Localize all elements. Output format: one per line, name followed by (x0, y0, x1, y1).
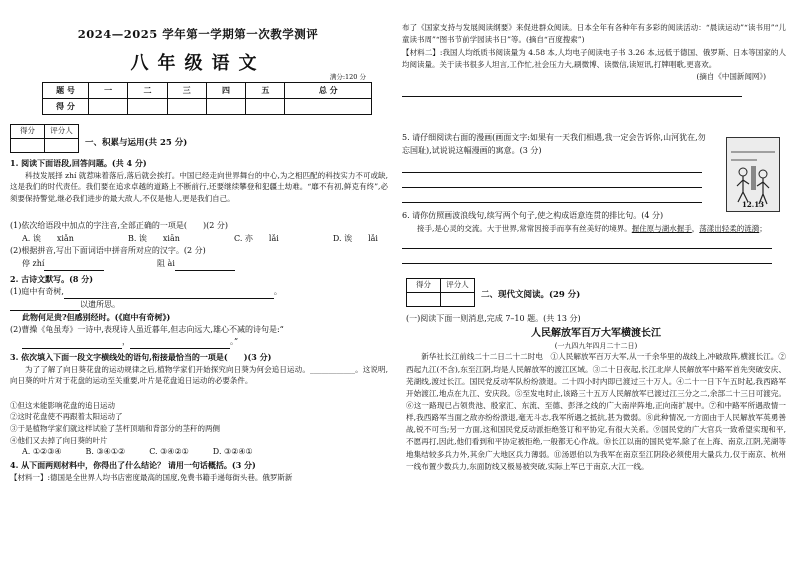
q2-line-2 (10, 299, 388, 312)
news-date: (一九四九年四月二十二日) (554, 342, 638, 351)
q2-line-5 (10, 336, 388, 349)
table-cell: 四 (206, 83, 245, 99)
full-mark: 满分:120 分 (329, 73, 366, 81)
table-cell: 总 分 (285, 83, 372, 99)
q3-title: 3. 依次填入下面一段文字横线处的语句,衔接最恰当的一项是( )(3 分) (10, 351, 272, 362)
answer-blank[interactable] (44, 262, 104, 271)
news-body: 新华社长江前线二十二日二十二时电 ①人民解放军百万大军,从一千余华里的战线上,冲破敌阵,横渡长江。②西起九江(不含),东至江阴,均是人民解放军的渡江区域。③二十日夜起,长江北岸人民解放军中路军首先突破安庆、芜湖线,渡过长江。国民党反动军队纷纷溃退。二十四小时内即已渡过三十万人。④二十一日下午五时起,我西路军开始渡江,地点在九江、安庆段。⑤至发电时止,该路三十五万人民解放军已渡过江三分之二,余部二十三日可渡完。⑥这一路现已占领贵池、殷家汇、东流、至德、彭泽之线的广大南岸阵地,正向南扩展中。⑦和中路军所遇敌情一样,我西路军当面之敌亦纷纷溃退,毫无斗志,我军所遇之抵抗,甚为微弱。⑧此种情况,一方面由于人民解放军英勇善战,锐不可当;另一方面,这和国民党反动派拒绝签订和平协定,有很大关系。⑨国民党的广大官兵一致希望实现和平,不愿再打,因此,他们看到和平协定被拒绝,一般都无心作战。⑩长江以南的国民党军,除了在上海、南京,江阴,芜湖等地集结较多兵力外,其余广大地区兵力薄弱。⑪汤恩伯以为我军在南京至江阴段必须使用大量兵力,仅于南京、杭州一线布置少数兵力,东面防线又极易被突破,实际上军已于南京,大江一线。 (406, 352, 786, 471)
answer-line[interactable] (402, 234, 772, 249)
q2-line-4: (2)曹操《龟虽寿》一诗中,表现诗人虽近暮年,但志向远大,雄心不减的诗句是:“ (10, 325, 284, 335)
reviewer-box (10, 124, 79, 153)
option-a[interactable]: A. 诶 xiǎn (22, 233, 74, 243)
answer-line[interactable] (402, 158, 702, 173)
score-input-cell[interactable] (206, 99, 245, 115)
q5-title: 5. 请仔细阅读右面的漫画(画面文字:如果有一天我们相遇,我一定会告诉你,山河犹在,勿忘国耻),试说说这幅漫画的寓意。(3 分) (402, 133, 706, 155)
q2-title: 2. 古诗文默写。(8 分) (10, 273, 94, 284)
score-input-cell[interactable] (128, 99, 167, 115)
answer-blank[interactable] (10, 302, 80, 311)
reviewer-score-label: 得分 (407, 279, 441, 293)
q2-punct: 。” (230, 337, 239, 347)
q4-material-2: 【材料二】:我国人均纸质书阅读量为 4.58 本,人均电子阅读电子书 3.26 本,远低于德国、俄罗斯、日本等国家的人均阅读量。关于读书很多人坦言,工作忙,社会压力大,刷微博、读微信,读短讯,打牌唱歌,更喜欢。 (402, 48, 786, 69)
q3-item-1: ①但这未能影响花盘的追日运动 (10, 400, 115, 410)
q6-punct: ； (759, 223, 767, 233)
reviewer-name-cell[interactable] (45, 139, 79, 153)
score-table-score-row (43, 99, 372, 115)
q1-1-question: (1)依次给语段中加点的字注音,全部正确的一项是( )(2 分) (10, 220, 228, 230)
option-d[interactable]: D. 诶 lǎi (332, 233, 378, 243)
reviewer-score-cell[interactable] (11, 139, 45, 153)
score-input-cell[interactable] (246, 99, 285, 115)
q6-title: 6. 请你仿照画波浪线句,续写两个句子,使之构成语意连贯的排比句。(4 分) (402, 211, 664, 220)
q2-punct: ， (122, 337, 130, 347)
answer-line[interactable] (402, 173, 702, 188)
q6-text: 接手,是心灵的交流。大于世界,常常因接手而享有丝美好的境界。 (417, 223, 632, 233)
table-cell: 一 (89, 83, 128, 99)
q4-continued (402, 22, 786, 97)
reviewer-box (406, 278, 475, 307)
q1-2-items (10, 258, 388, 271)
answer-blank[interactable] (22, 340, 122, 349)
q3-item-3: ③于是植物学家们就这样试验了茎杆顶端和背部分的茎秆的两侧 (10, 424, 220, 434)
score-table-header-row (43, 83, 372, 99)
reviewer-score-cell[interactable] (407, 293, 441, 307)
pinyin-item-2: 阻 ài (157, 259, 175, 269)
reviewer-label: 评分人 (441, 279, 475, 293)
q1-passage: 科技发展择 zhí 就惹味着落后,落后就会挨打。中国已经走向世界舞台的中心,为之相匹配的科技实力不可或缺,这是我们的时代责任。我们要在追求卓越的道路上不断前行,还要继续攀登和犯疆土劫难。“靡不有初,鲜克有终”,必须要保持警觉,继必我们进步的最大敌人,不仅是他人,更是我们自己。 (10, 170, 388, 204)
reviewer-label: 评分人 (45, 125, 79, 139)
sub-section-one: (一)阅读下面一则消息,完成 7–10 题。(共 13 分) (406, 314, 581, 323)
answer-blank[interactable] (175, 262, 235, 271)
table-cell: 五 (246, 83, 285, 99)
wavy-sentence: 握住原与湖水握手 (631, 223, 692, 233)
q4-material-1: 【材料一】:德国是全世界人均书店密度最高的国度,免费书籍手递每街头巷。俄罗斯新 (10, 472, 293, 482)
score-input-cell[interactable] (89, 99, 128, 115)
exam-title: 2024—2025 学年第一学期第一次教学测评 (77, 27, 319, 41)
q3-item-4: ④他们又去掉了向日葵的叶片 (10, 435, 108, 445)
q3-passage: 为了了解了向日葵花盘的运动规律之后,植物学家们开始探究向日葵为何会追日运动。____________。这说明,向日葵的叶片对于花盘的运动至关重要,叶片是花盘追日运动的必要条件。 (10, 364, 388, 386)
score-input-cell[interactable] (167, 99, 206, 115)
section-two (406, 278, 786, 551)
q2-text: 以遗所思。 (80, 299, 120, 309)
q3-options[interactable]: A. ①②③④ B. ③④①② C. ③④②① D. ③②④① (22, 447, 253, 457)
score-table (42, 82, 372, 115)
answer-line[interactable] (402, 249, 772, 264)
q2-line-1 (10, 286, 388, 299)
q6-punct: ， (691, 223, 700, 233)
q2-text: (1)庭中有奇树, (10, 286, 64, 296)
answer-line[interactable] (402, 82, 742, 97)
q6-block (402, 210, 786, 264)
cartoon-date: 12.13 (742, 199, 764, 209)
q1-title: 1. 阅读下面语段,回答问题。(共 4 分) (10, 158, 147, 168)
subject-title: 八年级语文 (130, 52, 266, 74)
section-two-title: 二、现代文阅读。(29 分) (481, 289, 581, 300)
q1-2-question: (2)根据拼音,写出下面词语中拼音所对应的汉字。(2 分) (10, 246, 206, 256)
option-c[interactable]: C. 亦 lǎi (233, 233, 279, 243)
table-cell: 得 分 (43, 99, 89, 115)
answer-blank[interactable] (130, 340, 230, 349)
pinyin-item-1: 停 zhí (22, 259, 45, 269)
q3-item-2: ②这时花盘使不再跟着太阳运动了 (10, 412, 123, 422)
cartoon-image (726, 137, 780, 212)
answer-line[interactable] (402, 188, 702, 203)
table-cell: 题 号 (43, 83, 89, 99)
option-b[interactable]: B. 诶 xiān (127, 233, 180, 243)
q6-passage (402, 223, 786, 235)
table-cell: 二 (128, 83, 167, 99)
q2-punct: 。 (273, 286, 282, 296)
right-column (402, 0, 786, 561)
q2-line-3: 此物何足贵?但感别经时。(《庭中有奇树》) (22, 312, 171, 323)
section-two-header (406, 278, 786, 307)
q4-title: 4. 从下面两则材料中，你得出了什么结论？ 请用一句话概括。(3 分) (10, 460, 256, 471)
section-one (10, 124, 388, 483)
score-input-cell[interactable] (285, 99, 372, 115)
reviewer-score-label: 得分 (11, 125, 45, 139)
answer-blank[interactable] (64, 290, 274, 299)
left-column (8, 0, 388, 561)
section-one-header (10, 124, 388, 153)
section-one-title: 一、积累与运用(共 25 分) (85, 137, 188, 148)
reviewer-name-cell[interactable] (441, 293, 475, 307)
q1-1-options (10, 233, 388, 246)
q5-block (402, 132, 712, 203)
q4-material-1-cont: 布了《国家支持与发展阅读纲要》来促进群众阅读。日本全年有各种年有多彩的阅读活动：“晨读运动”“读书用”“儿童读书周”“图书节前学园读书日”等。(摘自“百度搜索”) (402, 23, 786, 44)
table-cell: 三 (167, 83, 206, 99)
news-title: 人民解放军百万大军横渡长江 (531, 327, 661, 339)
q4-source: (摘自《中国新闻网》) (696, 71, 766, 81)
wavy-sentence-cont: 荡漾出轻柔的涟漪 (699, 223, 760, 233)
